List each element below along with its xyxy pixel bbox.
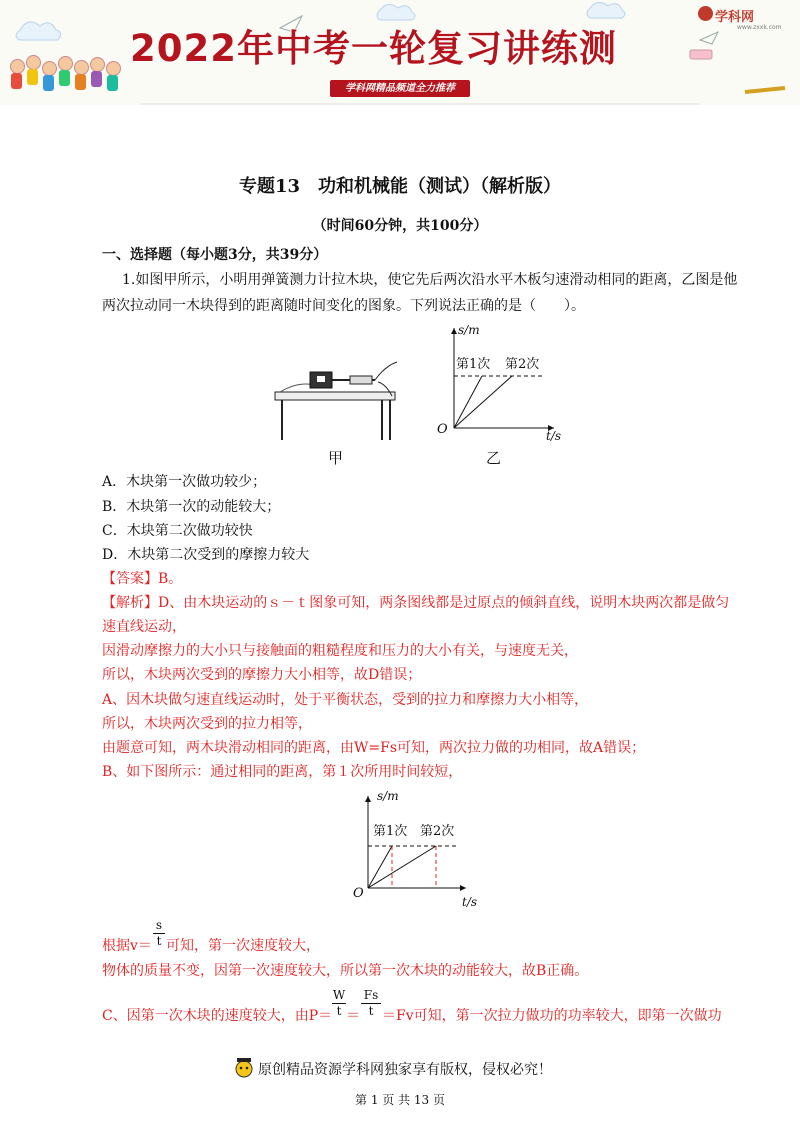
graph-b-label-2: 第2次 bbox=[505, 357, 540, 372]
figure-b-label: 乙 bbox=[486, 449, 502, 467]
fraction-p-numerator-1: W bbox=[332, 988, 346, 1002]
graph-b-label-1: 第1次 bbox=[456, 357, 491, 372]
graph-b-x-label: t/s bbox=[546, 429, 562, 443]
page-header bbox=[0, 0, 800, 105]
analysis-line-9-pre: 根据v＝ bbox=[102, 938, 152, 954]
analysis-line-8: B、如下图所示：通过相同的距离，第１次所用时间较短， bbox=[102, 764, 463, 780]
option-a: A．木块第一次做功较少； bbox=[102, 474, 267, 490]
figure-a-label: 甲 bbox=[328, 449, 344, 467]
fraction-p-denominator-1: t bbox=[336, 1004, 342, 1018]
analysis-graph-label-1: 第1次 bbox=[373, 824, 408, 839]
analysis-line-1: 【解析】D、由木块运动的ｓ－ｔ图象可知，两条图线都是过原点的倾斜直线，说明木块两次都是做匀 bbox=[102, 595, 730, 611]
analysis-line-7: 由题意可知，两木块滑动相同的距离，由W=Fs可知，两次拉力做的功相同，故A错误； bbox=[102, 740, 646, 756]
graph-b-y-label: s/m bbox=[458, 323, 480, 337]
time-note: （时间60分钟，共100分） bbox=[312, 218, 488, 234]
document-title: 专题13 功和机械能（测试）（解析版） bbox=[238, 176, 562, 197]
fraction-v-numerator: s bbox=[155, 918, 163, 932]
analysis-line-5: A、因木块做匀速直线运动时，处于平衡状态，受到的拉力和摩擦力大小相等， bbox=[102, 692, 589, 708]
analysis-line-2: 速直线运动， bbox=[102, 619, 186, 635]
analysis-line-10: 物体的质量不变，因第一次速度较大，所以第一次木块的动能较大，故B正确。 bbox=[102, 963, 589, 979]
analysis-graph-label-2: 第2次 bbox=[420, 824, 455, 839]
banner-subtitle: 学科网精品频道全力推荐 bbox=[330, 80, 470, 97]
mascot-icon bbox=[234, 1056, 254, 1078]
page-number: 第 1 页 共 13 页 bbox=[355, 1093, 445, 1107]
footer-copyright: 原创精品资源学科网独家享有版权，侵权必究！ bbox=[258, 1062, 552, 1078]
analysis-line-4: 所以，木块两次受到的摩擦力大小相等，故D错误； bbox=[102, 667, 422, 683]
analysis-line-11-pre: C、因第一次木块的速度较大，由P＝ bbox=[102, 1008, 333, 1024]
site-logo: 学科网 bbox=[715, 10, 755, 25]
analysis-graph-x-label: t/s bbox=[462, 895, 478, 909]
analysis-line-6: 所以，木块两次受到的拉力相等， bbox=[102, 716, 312, 732]
fraction-p-denominator-2: t bbox=[368, 1004, 374, 1018]
fraction-v-denominator: t bbox=[156, 934, 162, 948]
analysis-line-3: 因滑动摩擦力的大小只与接触面的粗糙程度和压力的大小有关，与速度无关， bbox=[102, 643, 578, 659]
banner-title: 2022年中考一轮复习讲练测 bbox=[130, 27, 617, 70]
analysis-graph-y-label: s/m bbox=[377, 789, 399, 803]
logo-icon bbox=[698, 6, 713, 21]
option-c: C．木块第二次做功较快 bbox=[102, 523, 253, 539]
answer: 【答案】B。 bbox=[102, 571, 183, 587]
analysis-graph bbox=[350, 788, 480, 903]
graph-b-origin: O bbox=[437, 422, 448, 437]
fraction-p-numerator-2: Fs bbox=[363, 988, 379, 1002]
analysis-graph-origin: O bbox=[353, 886, 364, 901]
question-line-2: 两次拉动同一木块得到的距离随时间变化的图象。下列说法正确的是（ ）。 bbox=[102, 298, 585, 314]
section-heading: 一、选择题（每小题3分，共39分） bbox=[102, 247, 328, 263]
analysis-line-9-post: 可知，第一次速度较大， bbox=[166, 938, 320, 954]
option-b: B．木块第一次的动能较大； bbox=[102, 499, 281, 515]
analysis-line-11-post: ＝Fv可知，第一次拉力做功的功率较大，即第一次做功 bbox=[382, 1008, 722, 1024]
site-url: www.zxxk.com bbox=[737, 24, 782, 31]
option-d: D．木块第二次受到的摩擦力较大 bbox=[102, 547, 310, 563]
analysis-line-11-eq: ＝ bbox=[346, 1008, 360, 1024]
question-line-1: 1.如图甲所示，小明用弹簧测力计拉木块，使它先后两次沿水平木板匀速滑动相同的距离，乙图是他 bbox=[122, 272, 738, 288]
figure-a-apparatus bbox=[270, 350, 420, 440]
